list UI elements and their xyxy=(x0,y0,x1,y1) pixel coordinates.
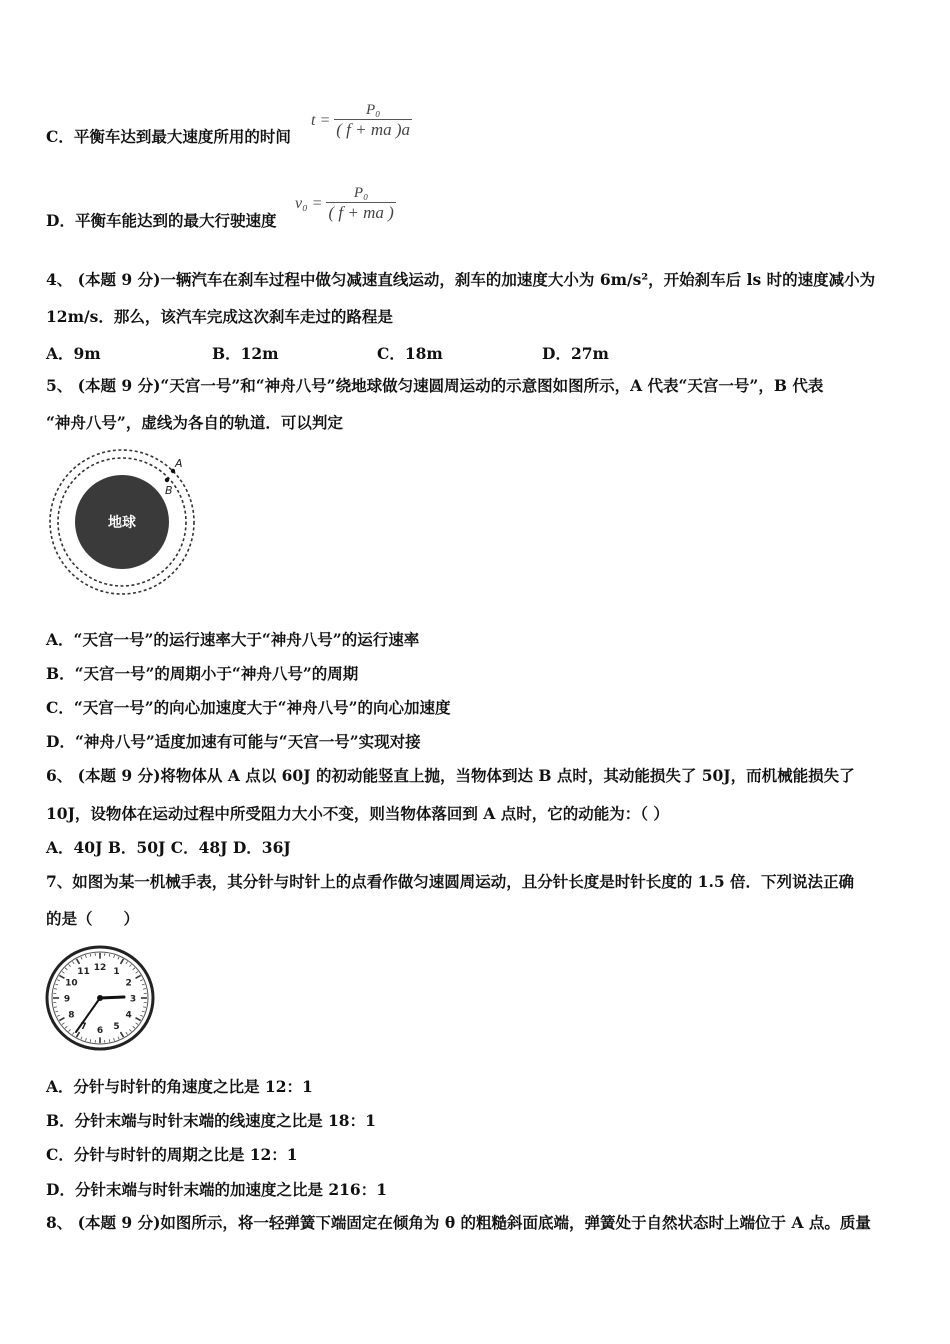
q4-option-d: D．27m xyxy=(542,344,609,363)
watch-number: 8 xyxy=(68,1010,75,1021)
q4-option-c: C．18m xyxy=(377,344,443,363)
q4-stem-line1: 4、 (本题 9 分)一辆汽车在刹车过程中做匀减速直线运动，刹车的加速度大小为 6m/s²，开始刹车后 ls 时的速度减小为 xyxy=(46,270,876,289)
q3-option-d-formula xyxy=(295,185,396,223)
point-b xyxy=(165,478,169,482)
q5-option-b: B．“天宫一号”的周期小于“神舟八号”的周期 xyxy=(46,664,359,683)
q7-option-b: B．分针末端与时针末端的线速度之比是 18：1 xyxy=(46,1111,376,1130)
label-a: A xyxy=(175,457,183,470)
watch-diagram xyxy=(44,944,156,1052)
label-b: B xyxy=(165,484,173,497)
watch-number: 4 xyxy=(125,1010,132,1021)
q3-option-c-formula xyxy=(311,102,412,140)
q5-stem-line2: “神舟八号”，虚线为各自的轨道．可以判定 xyxy=(46,413,343,432)
watch-number: 2 xyxy=(125,978,132,989)
earth-label: 地球 xyxy=(108,515,136,531)
watch-number: 10 xyxy=(65,978,78,989)
q6-stem-line2: 10J，设物体在运动过程中所受阻力大小不变，则当物体落回到 A 点时，它的动能为：（ ） xyxy=(46,804,669,823)
q4-option-a: A．9m xyxy=(46,344,101,363)
watch-number: 3 xyxy=(129,994,137,1005)
q3-option-c-fraction xyxy=(334,102,412,140)
q3-option-c-text: C．平衡车达到最大速度所用的时间 xyxy=(46,127,291,146)
q3-option-d-numerator: P₀ xyxy=(326,185,395,203)
watch-number: 1 xyxy=(113,967,120,978)
q3-option-c-denominator: ( f + ma )a xyxy=(336,120,411,139)
watch-number: 5 xyxy=(113,1021,120,1032)
q3-option-d-lhs: v₀ = xyxy=(295,195,323,212)
watch-number: 9 xyxy=(63,994,71,1005)
q6-stem-line1: 6、 (本题 9 分)将物体从 A 点以 60J 的初动能竖直上抛，当物体到达 B 点时，其动能损失了 50J，而机械能损失了 xyxy=(46,766,855,785)
q5-option-d: D．“神舟八号”适度加速有可能与“天宫一号”实现对接 xyxy=(46,732,421,751)
watch-center xyxy=(97,995,103,1001)
q7-stem-line1: 7、如图为某一机械手表，其分针与时针上的点看作做匀速圆周运动，且分针长度是时针长度的 1.5 倍．下列说法正确 xyxy=(46,872,855,891)
q3-option-c-numerator: P₀ xyxy=(334,102,412,120)
watch-number: 11 xyxy=(77,967,90,978)
watch-number: 12 xyxy=(93,962,107,973)
q4-option-b: B．12m xyxy=(212,344,279,363)
q3-option-d-fraction xyxy=(326,185,395,223)
watch-number: 7 xyxy=(80,1021,87,1032)
q7-option-a: A．分针与时针的角速度之比是 12：1 xyxy=(46,1077,313,1096)
q7-option-c: C．分针与时针的周期之比是 12：1 xyxy=(46,1145,298,1164)
q6-options: A．40J B．50J C．48J D．36J xyxy=(46,838,291,857)
q4-stem-line2: 12m/s．那么，该汽车完成这次刹车走过的路程是 xyxy=(46,307,393,326)
hour-hand xyxy=(100,997,124,998)
q5-option-a: A．“天宫一号”的运行速率大于“神舟八号”的运行速率 xyxy=(46,630,420,649)
q3-option-d-denominator: ( f + ma ) xyxy=(328,203,394,222)
q5-stem-line1: 5、 (本题 9 分)“天宫一号”和“神舟八号”绕地球做匀速圆周运动的示意图如图所示，A 代表“天宫一号”，B 代表 xyxy=(46,376,824,395)
q3-option-d-text: D．平衡车能达到的最大行驶速度 xyxy=(46,211,277,230)
q7-option-d: D．分针末端与时针末端的加速度之比是 216：1 xyxy=(46,1180,387,1199)
orbit-diagram xyxy=(46,446,198,598)
q7-stem-line2: 的是（ ） xyxy=(46,909,140,928)
q3-option-c-lhs: t = xyxy=(311,112,331,129)
q5-option-c: C．“天宫一号”的向心加速度大于“神舟八号”的向心加速度 xyxy=(46,698,451,717)
q8-stem-line1: 8、 (本题 9 分)如图所示，将一轻弹簧下端固定在倾角为 θ 的粗糙斜面底端，弹簧处于自然状态时上端位于 A 点。质量 xyxy=(46,1213,871,1232)
watch-number: 6 xyxy=(96,1026,104,1037)
